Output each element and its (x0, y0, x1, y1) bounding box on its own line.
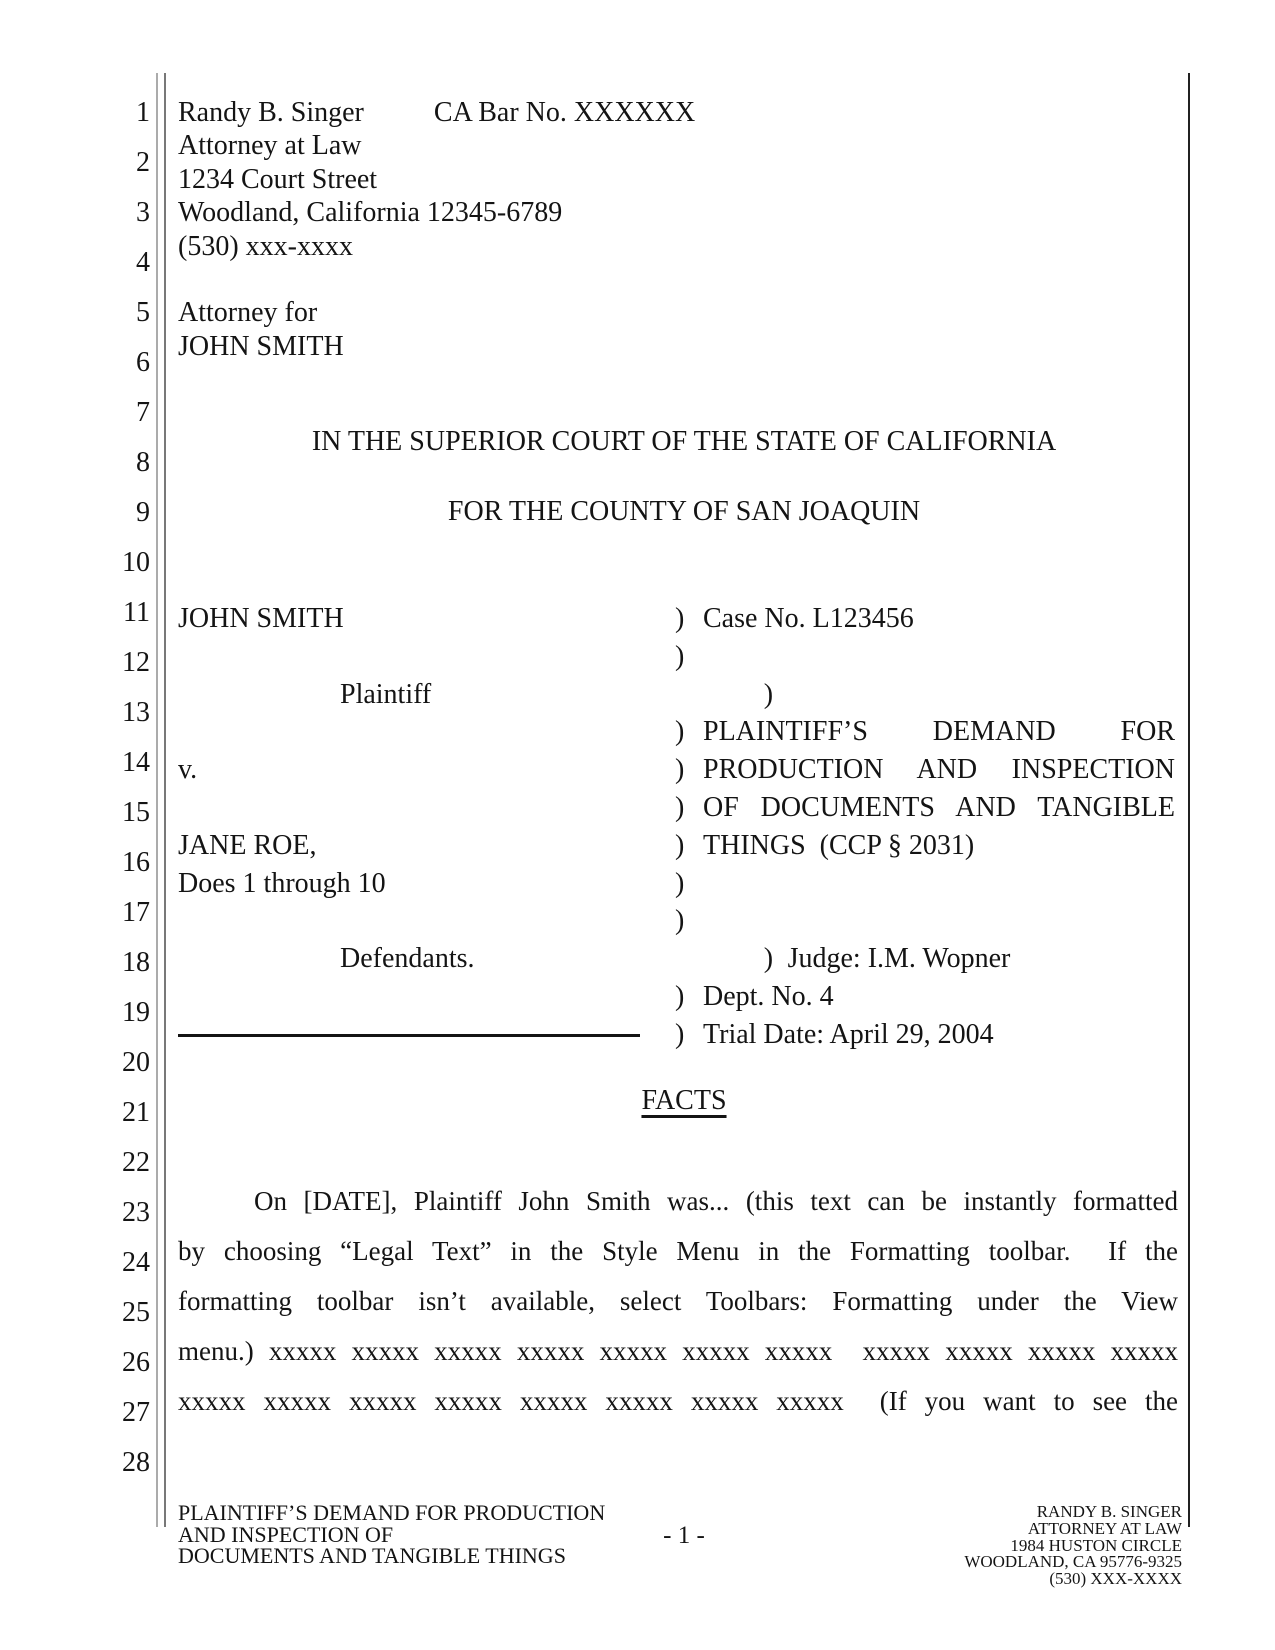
case-number: Case No. L123456 (703, 603, 914, 634)
line-number: 10 (122, 547, 150, 578)
footer-address-line: 1984 HUSTON CIRCLE (1010, 1535, 1182, 1555)
attorney-city: Woodland, California 12345-6789 (178, 197, 563, 229)
caption-paren: ) (763, 678, 774, 710)
line-number: 4 (136, 247, 150, 278)
caption-blank (178, 902, 675, 940)
caption-blank (178, 978, 675, 1016)
client-name: JOHN SMITH (178, 330, 344, 362)
footer-address-line: (530) XXX-XXXX (1049, 1569, 1182, 1589)
bar-number: CA Bar No. XXXXXX (433, 97, 696, 128)
line-number: 16 (122, 847, 150, 878)
footer-attorney-address (964, 1504, 1182, 1588)
line-number: 26 (122, 1347, 150, 1378)
caption-paren: ) (675, 754, 685, 786)
court-title-line-1: IN THE SUPERIOR COURT OF THE STATE OF CALIFORNIA (311, 426, 1057, 457)
caption-paren: ) (675, 905, 685, 937)
line-number: 24 (122, 1247, 150, 1278)
defendant-does: Does 1 through 10 (178, 867, 386, 899)
blank-line (178, 263, 695, 296)
caption-paren: ) (675, 980, 685, 1012)
plaintiff-name: JOHN SMITH (178, 603, 344, 634)
page-number: - 1 - (663, 1522, 705, 1549)
plaintiff-label: Plaintiff (340, 678, 432, 710)
dept-line: Dept. No. 4 (703, 980, 834, 1012)
footer-title-line: DOCUMENTS AND TANGIBLE THINGS (178, 1543, 566, 1568)
caption-paren: ) (675, 829, 685, 861)
footer-address-line: WOODLAND, CA 95776-9325 (964, 1552, 1182, 1572)
line-number-column (0, 88, 150, 1488)
caption-blank (703, 638, 1175, 676)
footer-address-line: ATTORNEY AT LAW (1027, 1518, 1182, 1538)
caption-blank (178, 789, 675, 827)
attorney-block (178, 96, 695, 363)
judge-line: Judge: I.M. Wopner (787, 943, 1011, 975)
paragraph-line: menu.) xxxxx xxxxx xxxxx xxxxx xxxxx xxxxx xxxxx xxxxx xxxxx xxxxx xxxxx (178, 1336, 1178, 1366)
caption-paren: ) (675, 1018, 685, 1050)
versus-label: v. (178, 754, 198, 786)
line-number: 23 (122, 1197, 150, 1228)
defendants-label: Defendants. (340, 943, 475, 975)
line-number: 8 (136, 447, 150, 478)
footer-title-line: AND INSPECTION OF (178, 1521, 394, 1547)
attorney-name: Randy B. Singer (178, 97, 364, 128)
paragraph-line: xxxxx xxxxx xxxxx xxxxx xxxxx xxxxx xxxxx xxxxx (If you want to see the (178, 1386, 1178, 1416)
caption-blank (788, 676, 1190, 714)
caption-paren: ) (675, 867, 685, 899)
line-number: 5 (136, 297, 150, 328)
line-number: 2 (136, 147, 150, 178)
left-double-rule-inner (164, 73, 166, 1527)
line-number: 25 (122, 1297, 150, 1328)
line-number: 18 (122, 947, 150, 978)
caption-paren: ) (675, 603, 685, 634)
line-number: 20 (122, 1047, 150, 1078)
defendant-name: JANE ROE, (178, 829, 317, 861)
footer-address-line: RANDY B. SINGER (1036, 1502, 1182, 1521)
line-number: 17 (122, 897, 150, 928)
line-number: 9 (136, 497, 150, 528)
line-number: 7 (136, 397, 150, 428)
caption-underline (178, 1022, 640, 1037)
paragraph-line: by choosing “Legal Text” in the Style Menu in the Formatting toolbar. If the (178, 1236, 1178, 1266)
document-title-line: OF DOCUMENTS AND TANGIBLE (703, 791, 1175, 823)
line-number: 21 (122, 1097, 150, 1128)
left-double-rule-outer (156, 73, 158, 1527)
caption-paren: ) (675, 716, 685, 748)
line-number: 13 (122, 697, 150, 728)
facts-heading (178, 1083, 1190, 1119)
document-title-line: PLAINTIFF’S DEMAND FOR (703, 716, 1175, 748)
facts-paragraph (178, 1176, 1178, 1426)
trial-date-line: Trial Date: April 29, 2004 (703, 1018, 994, 1050)
caption-blank (703, 902, 1175, 940)
line-number: 14 (122, 747, 150, 778)
facts-heading-text: FACTS (641, 1085, 727, 1116)
paragraph-line: On [DATE], Plaintiff John Smith was... (this text can be instantly formatted (254, 1186, 1178, 1216)
line-number: 19 (122, 997, 150, 1028)
document-title-line: PRODUCTION AND INSPECTION (703, 754, 1175, 786)
document-title-line: THINGS (CCP § 2031) (703, 829, 975, 861)
caption-blank (178, 713, 675, 751)
attorney-for-label: Attorney for (178, 297, 318, 329)
caption-blank (178, 638, 675, 676)
attorney-title: Attorney at Law (178, 130, 362, 162)
line-number: 11 (123, 597, 150, 628)
line-number: 12 (122, 647, 150, 678)
line-number: 28 (122, 1447, 150, 1478)
line-number: 15 (122, 797, 150, 828)
caption-paren: ) (675, 791, 685, 823)
line-number: 27 (122, 1397, 150, 1428)
line-number: 6 (136, 347, 150, 378)
paragraph-line: formatting toolbar isn’t available, select Toolbars: Formatting under the View (178, 1286, 1178, 1316)
footer-title-line: PLAINTIFF’S DEMAND FOR PRODUCTION (178, 1500, 606, 1525)
caption-paren: ) (675, 640, 685, 672)
attorney-phone: (530) xxx-xxxx (178, 230, 353, 262)
caption-paren: ) (763, 943, 774, 975)
case-caption (178, 600, 1190, 1054)
line-number: 22 (122, 1147, 150, 1178)
line-number: 1 (136, 97, 150, 128)
court-title-line-2: FOR THE COUNTY OF SAN JOAQUIN (447, 496, 921, 527)
caption-blank (703, 865, 1175, 903)
line-number: 3 (136, 197, 150, 228)
attorney-street: 1234 Court Street (178, 163, 378, 195)
